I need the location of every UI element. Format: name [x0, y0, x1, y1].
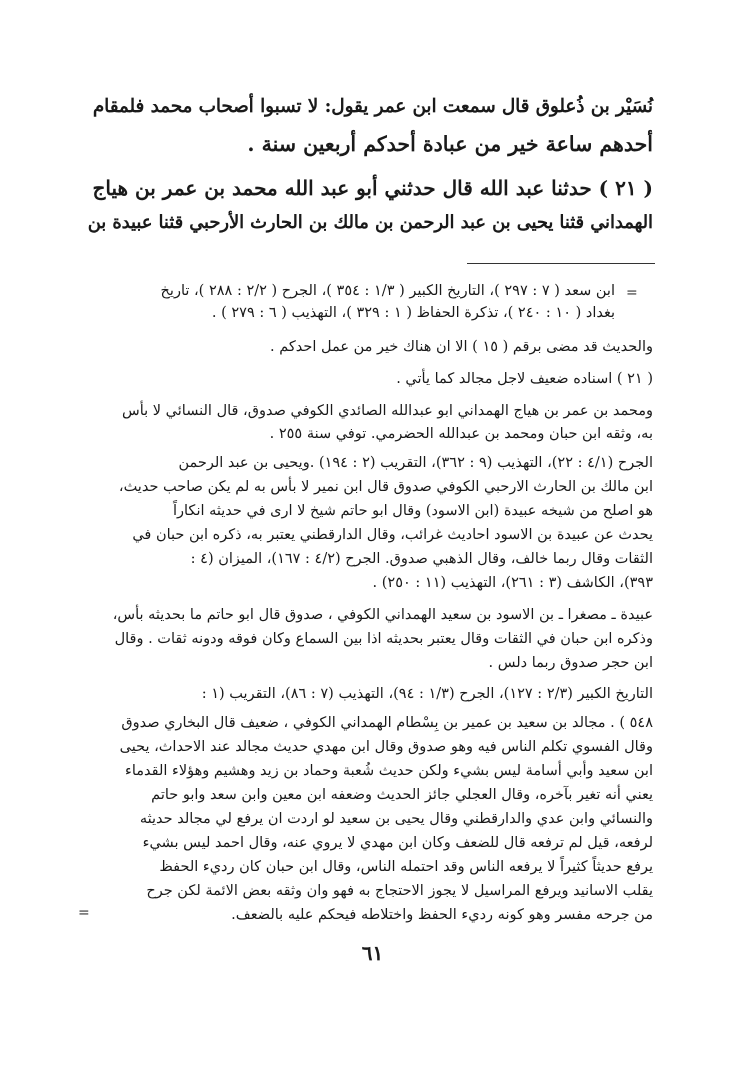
- footnote-line: يرفع حديثاً كثيراً لا يرفعه الناس وقد احتمله الناس، وقال ابن حبان كان رديء الحفظ: [159, 859, 653, 875]
- footnote-line: وقال الفسوي تكلم الناس فيه وهو صدوق وقال ابن مهدي حديث مجالد عند الاحداث، يحيى: [119, 739, 653, 755]
- footnote-line: يقلب الاسانيد ويرفع المراسيل لا يجوز الاحتجاج به فهو وان وثقه بعض الائمة لكن جرح: [146, 883, 653, 899]
- main-text-line: الهمداني قثنا يحيى بن عبد الرحمن بن مالك بن الحارث الأرحبي قثنا عبيدة بن: [87, 212, 653, 233]
- footnote-line: ابن سعيد وأبي أسامة ليس بشيء ولكن حديث شُعبة وحماد بن زيد وهشيم وهؤلاء القدماء: [125, 763, 653, 779]
- footnote-line: والحديث قد مضى برقم ( ١٥ ) الا ان هناك خير من عمل احدكم .: [270, 339, 653, 355]
- footnote-line: وذكره ابن حبان في الثقات وقال يعتبر بحديثه اذا بين السماع وكان فوقه ودونه ثقات . وقال: [114, 631, 653, 647]
- footnote-line: ٣٩٣)، الكاشف (٣ : ٢٦١)، التهذيب (١١ : ٢٥٠) .: [372, 575, 653, 591]
- main-text-line: ( ٢١ ) حدثنا عبد الله قال حدثني أبو عبد الله محمد بن عمر بن هياج: [92, 176, 653, 200]
- footnote-line: ومحمد بن عمر بن هياج الهمداني ابو عبدالله الصائدي الكوفي صدوق، قال النسائي لا بأس: [122, 403, 653, 419]
- footnote-line: من جرحه مفسر وهو كونه رديء الحفظ واختلاطه فيحكم عليه بالضعف.: [231, 907, 653, 923]
- footnote-line: ٥٤٨ ) . مجالد بن سعيد بن عمير بن بِسْطام الهمداني الكوفي ، ضعيف قال البخاري صدوق: [121, 715, 653, 731]
- footnote-line: هو اصلح من شيخه عبيدة (ابن الاسود) وقال ابو حاتم شيخ لا ارى في حديثه انكاراً: [172, 503, 653, 519]
- footnote-line: التاريخ الكبير (٢/٣ : ١٢٧)، الجرح (١/٣ : ٩٤)، التهذيب (٧ : ٨٦)، التقريب (١ :: [201, 686, 653, 702]
- footnote-line: بغداد ( ١٠ : ٢٤٠ )، تذكرة الحفاظ ( ١ : ٣٢٩ )، التهذيب ( ٦ : ٢٧٩ ) .: [211, 305, 615, 321]
- footnote-line: به، وثقه ابن حبان ومحمد بن عبدالله الحضرمي. توفي سنة ٢٥٥ .: [269, 426, 653, 442]
- footnote-line: يحدث عن عبيدة بن الاسود احاديث غرائب، وقال الدارقطني يعتبر به، ذكره ابن حبان في: [132, 527, 653, 543]
- footnote-line: ابن حجر صدوق ربما دلس .: [488, 655, 653, 671]
- footnote-line: والنسائي وابن عدي والدارقطني وقال يحيى بن سعيد لو اردت ان يرفع لي مجالد حديثه: [139, 811, 653, 827]
- footnote-line: ابن سعد ( ٧ : ٢٩٧ )، التاريخ الكبير ( ١/٣ : ٣٥٤ )، الجرح ( ٢/٢ : ٢٨٨ )، تاريخ: [160, 283, 615, 299]
- footnote-separator: [467, 263, 655, 264]
- footnote-line: الثقات وقال ربما خالف، وقال الذهبي صدوق. الجرح (٤/٢ : ١٦٧)، الميزان (٤ :: [190, 551, 653, 567]
- continuation-mark: =: [78, 905, 90, 921]
- page-number: ٦١: [361, 941, 384, 965]
- footnote-line: يعني أنه تغير بآخره، وقال العجلي جائز الحديث وضعفه ابن معين وابن سعد وابو حاتم: [151, 787, 653, 803]
- footnote-line: عبيدة ـ مصغرا ـ بن الاسود بن سعيد الهمداني الكوفي ، صدوق قال ابو حاتم ما بحديثه بأس،: [112, 607, 653, 623]
- main-text-line: أحدهم ساعة خير من عبادة أحدكم أربعين سنة .: [247, 132, 653, 156]
- main-text-line: نُسَيْر بن ذُعلوق قال سمعت ابن عمر يقول: لا تسبوا أصحاب محمد فلمقام: [92, 96, 653, 117]
- footnote-line: ( ٢١ ) اسناده ضعيف لاجل مجالد كما يأتي .: [396, 371, 653, 387]
- footnote-line: الجرح (٤/١ : ٢٢)، التهذيب (٩ : ٣٦٢)، التقريب (٢ : ١٩٤) .ويحيى بن عبد الرحمن: [178, 455, 653, 471]
- continuation-mark: =: [626, 285, 638, 301]
- footnote-line: لرفعه، قيل لم ترفعه قال للضعف وكان ابن مهدي لا يروي عنه، وقال احمد ليس بشيء: [142, 835, 653, 851]
- footnote-line: ابن مالك بن الحارث الارحبي الكوفي صدوق قال ابن نمير لا بأس به لم يكن صاحب حديث،: [118, 479, 653, 495]
